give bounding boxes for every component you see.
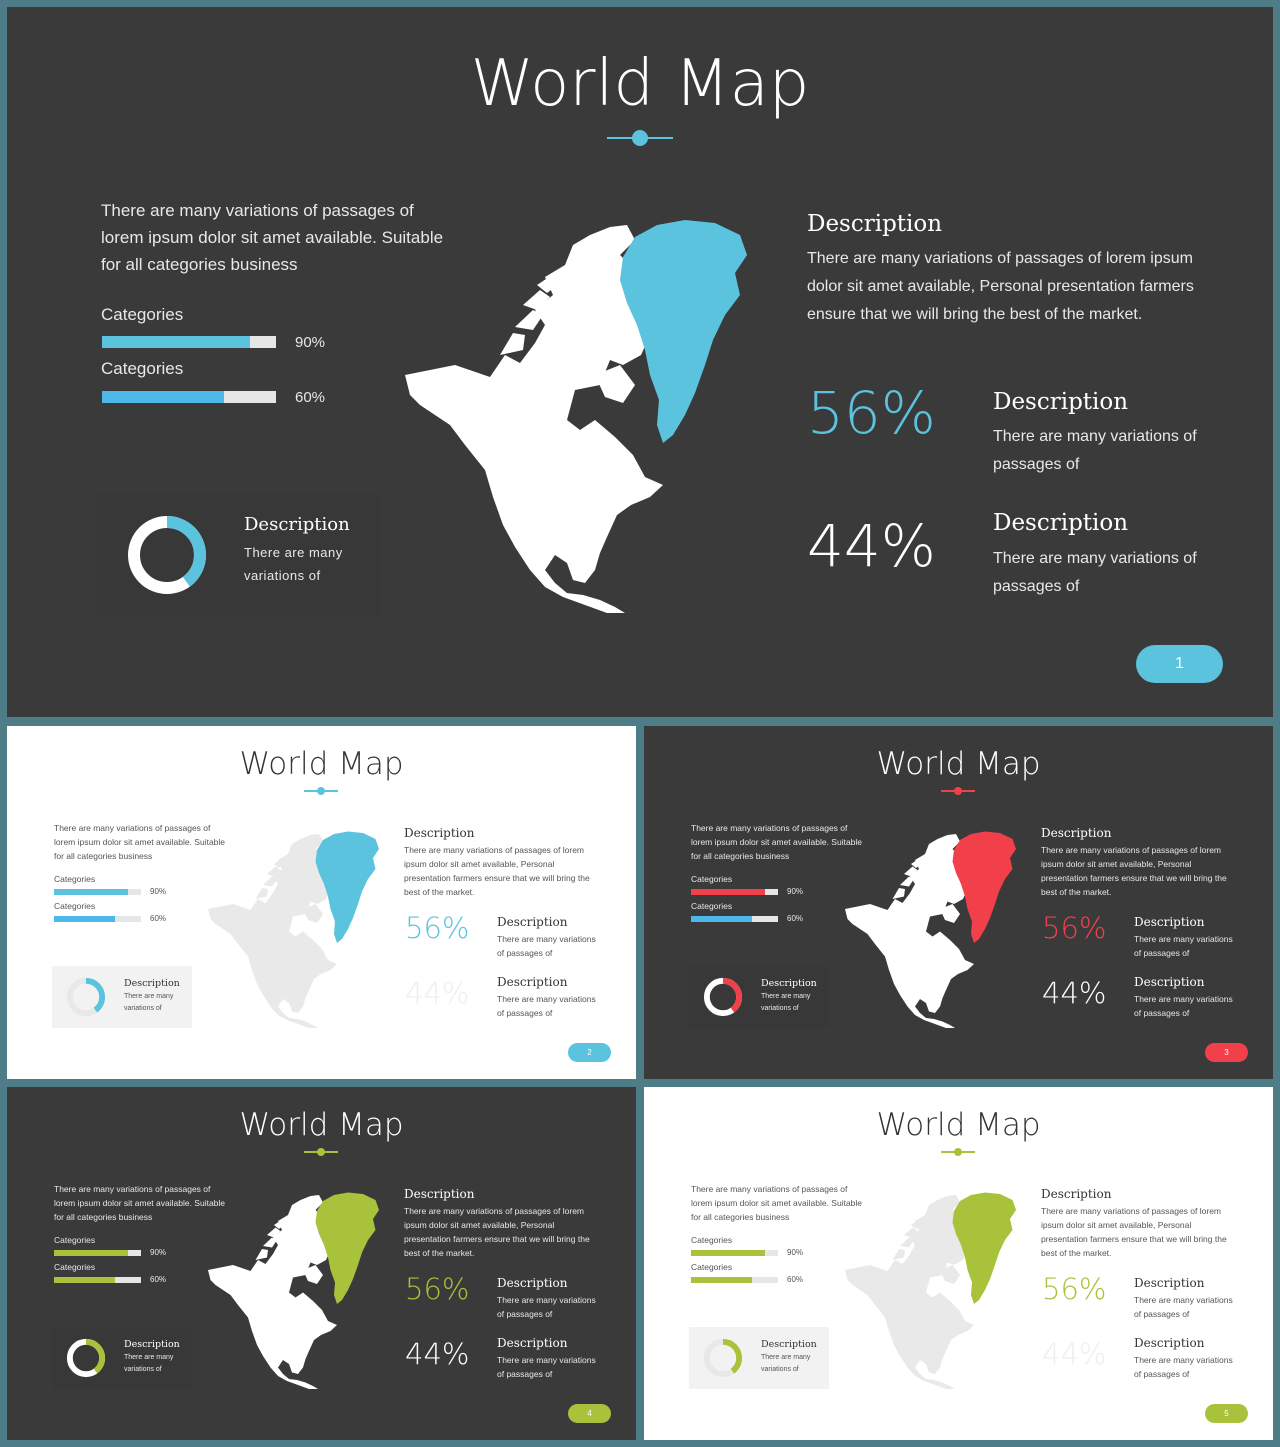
category-bar-1 <box>691 889 778 895</box>
description-title: Description <box>807 211 943 237</box>
description-text: There are many variations of passages of lorem ipsum dolor sit amet available, Personal presentation farmers ensure that we will bring the best of the market. <box>1041 1206 1227 1259</box>
stat-value-1: 56% <box>1042 911 1107 945</box>
north-america-map <box>395 215 755 615</box>
slide-2 <box>7 726 636 1079</box>
stat-text-1: There are many variations of passages of <box>497 1295 596 1320</box>
stat-value-1: 56% <box>405 911 470 945</box>
stat-text-2: There are many variations of passages of <box>1134 1355 1233 1380</box>
stat-value-1: 56% <box>807 379 936 447</box>
category-bar-2 <box>54 1277 141 1283</box>
stat-title-1: Description <box>497 915 568 929</box>
donut-text: There are many variations of <box>761 1354 811 1373</box>
intro-text: There are many variations of passages of lorem ipsum dolor sit amet available. Suitable for all categories business <box>54 823 226 862</box>
page-number-button[interactable]: 3 <box>1205 1043 1248 1062</box>
category-pct-1: 90% <box>150 887 167 896</box>
stat-title-1: Description <box>1134 915 1205 929</box>
north-america-map <box>840 829 1020 1029</box>
description-text: There are many variations of passages of lorem ipsum dolor sit amet available, Personal presentation farmers ensure that we will bring the best of the market. <box>404 1206 590 1259</box>
slide-1 <box>7 7 1273 717</box>
stat-title-1: Description <box>1134 1276 1205 1290</box>
stat-title-2: Description <box>497 1336 568 1350</box>
north-america-map <box>840 1190 1020 1390</box>
stat-title-2: Description <box>497 975 568 989</box>
category-pct-1: 90% <box>787 1248 804 1257</box>
category-label-2: Categories <box>691 1262 733 1272</box>
stat-value-2: 44% <box>405 976 470 1010</box>
category-pct-2: 60% <box>295 389 326 406</box>
page-number-button[interactable]: 1 <box>1136 645 1223 683</box>
stat-value-2: 44% <box>807 512 936 580</box>
category-bar-2 <box>691 1277 778 1283</box>
description-text: There are many variations of passages of lorem ipsum dolor sit amet available, Personal presentation farmers ensure that we will bring the best of the market. <box>807 250 1194 323</box>
category-pct-2: 60% <box>150 914 167 923</box>
category-bar-1 <box>54 889 141 895</box>
page-number-button[interactable]: 2 <box>568 1043 611 1062</box>
page-number-button[interactable]: 5 <box>1205 1404 1248 1423</box>
category-bar-1 <box>54 1250 141 1256</box>
category-bar-1 <box>691 1250 778 1256</box>
category-label-2: Categories <box>54 901 96 911</box>
slide-4 <box>7 1087 636 1440</box>
category-label-2: Categories <box>101 359 184 378</box>
stat-text-1: There are many variations of passages of <box>1134 934 1233 959</box>
category-label-1: Categories <box>691 1235 733 1245</box>
title-divider <box>304 790 338 792</box>
stat-text-2: There are many variations of passages of <box>993 550 1197 595</box>
donut-chart <box>701 1336 745 1380</box>
stat-text-1: There are many variations of passages of <box>1134 1295 1233 1320</box>
donut-chart <box>64 975 108 1019</box>
title-divider <box>941 790 975 792</box>
intro-text: There are many variations of passages of lorem ipsum dolor sit amet available. Suitable for all categories business <box>691 823 863 862</box>
stat-text-1: There are many variations of passages of <box>497 934 596 959</box>
stat-value-1: 56% <box>1042 1272 1107 1306</box>
donut-chart <box>64 1336 108 1380</box>
category-bar-2 <box>102 391 276 403</box>
category-label-1: Categories <box>54 1235 96 1245</box>
donut-card <box>52 966 192 1028</box>
slide-title: World Map <box>876 746 1041 782</box>
category-bar-2 <box>691 916 778 922</box>
description-title: Description <box>1041 1187 1112 1201</box>
donut-title: Description <box>761 978 817 989</box>
stat-value-2: 44% <box>1042 1337 1107 1371</box>
intro-text: There are many variations of passages of lorem ipsum dolor sit amet available. Suitable for all categories business <box>691 1184 863 1223</box>
slide-title: World Map <box>239 746 404 782</box>
category-pct-1: 90% <box>295 334 326 351</box>
stat-value-1: 56% <box>405 1272 470 1306</box>
category-pct-2: 60% <box>787 914 804 923</box>
slide-3 <box>644 726 1273 1079</box>
category-bar-1 <box>102 336 276 348</box>
slide-title: World Map <box>239 1107 404 1143</box>
description-text: There are many variations of passages of lorem ipsum dolor sit amet available, Personal presentation farmers ensure that we will bring the best of the market. <box>404 845 590 898</box>
category-bar-2 <box>54 916 141 922</box>
donut-card <box>52 1327 192 1389</box>
donut-card <box>97 494 380 616</box>
description-title: Description <box>404 826 475 840</box>
category-pct-1: 90% <box>787 887 804 896</box>
stat-title-2: Description <box>993 510 1129 536</box>
donut-text: There are many variations of <box>244 545 343 583</box>
category-label-2: Categories <box>54 1262 96 1272</box>
north-america-map <box>203 829 383 1029</box>
category-pct-2: 60% <box>787 1275 804 1284</box>
stat-title-2: Description <box>1134 1336 1205 1350</box>
donut-card <box>689 966 829 1028</box>
donut-chart <box>701 975 745 1019</box>
stat-text-2: There are many variations of passages of <box>497 1355 596 1380</box>
title-divider <box>941 1151 975 1153</box>
donut-title: Description <box>761 1339 817 1350</box>
stat-value-2: 44% <box>405 1337 470 1371</box>
donut-title: Description <box>124 978 180 989</box>
north-america-map <box>203 1190 383 1390</box>
category-pct-2: 60% <box>150 1275 167 1284</box>
category-label-1: Categories <box>101 305 184 324</box>
description-text: There are many variations of passages of lorem ipsum dolor sit amet available, Personal presentation farmers ensure that we will bring the best of the market. <box>1041 845 1227 898</box>
page-number-button[interactable]: 4 <box>568 1404 611 1423</box>
stat-text-2: There are many variations of passages of <box>1134 994 1233 1019</box>
donut-card <box>689 1327 829 1389</box>
title-divider <box>607 137 673 139</box>
category-label-1: Categories <box>691 874 733 884</box>
description-title: Description <box>1041 826 1112 840</box>
donut-text: There are many variations of <box>761 993 811 1012</box>
donut-text: There are many variations of <box>124 993 174 1012</box>
intro-text: There are many variations of passages of lorem ipsum dolor sit amet available. Suitable for all categories business <box>101 201 444 275</box>
stat-title-1: Description <box>993 389 1129 415</box>
donut-title: Description <box>124 1339 180 1350</box>
stat-text-2: There are many variations of passages of <box>497 994 596 1019</box>
title-divider <box>304 1151 338 1153</box>
intro-text: There are many variations of passages of lorem ipsum dolor sit amet available. Suitable for all categories business <box>54 1184 226 1223</box>
donut-chart <box>122 510 212 600</box>
description-title: Description <box>404 1187 475 1201</box>
donut-text: There are many variations of <box>124 1354 174 1373</box>
slide-title: World Map <box>470 47 810 121</box>
stat-text-1: There are many variations of passages of <box>993 428 1197 473</box>
donut-title: Description <box>244 514 350 535</box>
category-pct-1: 90% <box>150 1248 167 1257</box>
category-label-2: Categories <box>691 901 733 911</box>
stat-value-2: 44% <box>1042 976 1107 1010</box>
slide-title: World Map <box>876 1107 1041 1143</box>
slide-5 <box>644 1087 1273 1440</box>
stat-title-2: Description <box>1134 975 1205 989</box>
stat-title-1: Description <box>497 1276 568 1290</box>
category-label-1: Categories <box>54 874 96 884</box>
